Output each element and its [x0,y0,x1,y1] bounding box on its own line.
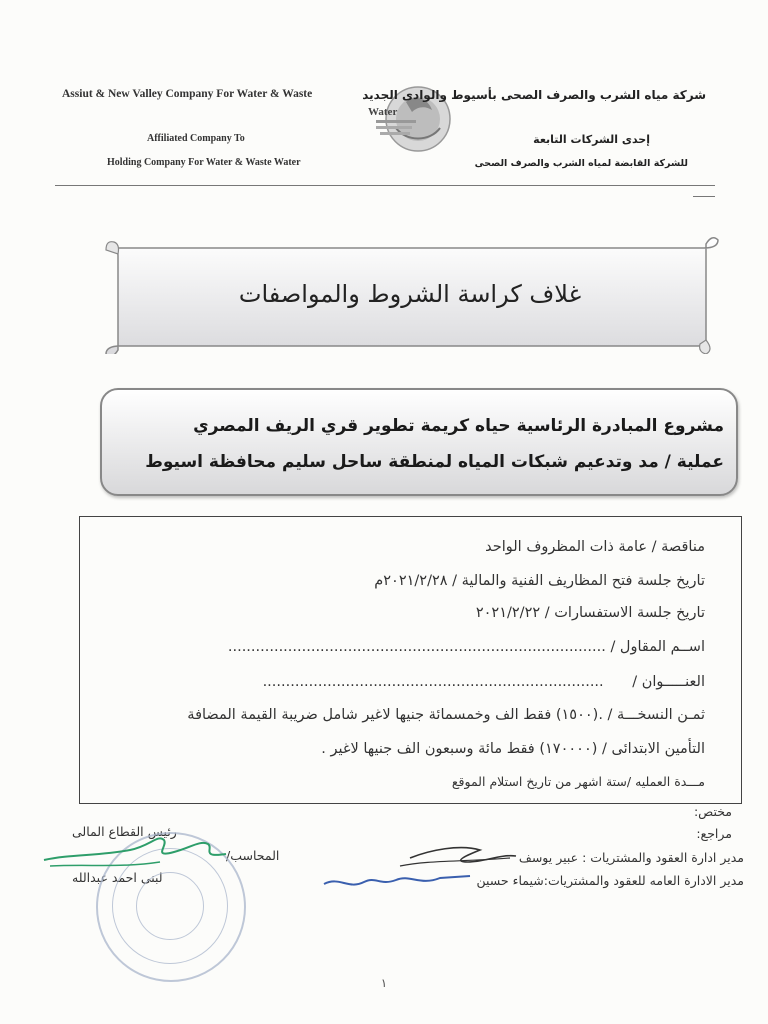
logo-text: Water [368,106,398,118]
inquiry-date: تاريخ جلسة الاستفسارات / ٢٠٢١/٢/٢٢ [475,605,705,621]
manager-signatures [320,840,520,896]
tender-type: مناقصة / عامة ذات المظروف الواحد [485,539,705,555]
company-name-ar: شركة مياه الشرب والصرف الصحى بأسيوط والوادى الجديد [362,88,706,102]
company-name-en: Assiut & New Valley Company For Water & Waste [62,88,313,100]
page-title: غلاف كراسة الشروط والمواصفات [238,280,582,308]
holding-company-en: Holding Company For Water & Waste Water [107,157,301,168]
general-manager: مدير الادارة العامه للعقود والمشتريات:شيماء حسين [476,873,744,888]
project-duration: مـــدة العمليه /ستة اشهر من تاريخ استلام الموقع [451,774,705,789]
finance-signature [40,826,260,878]
contractor-name-row [228,639,705,655]
opening-date: تاريخ جلسة فتح المظاريف الفنية والمالية / ٢٠٢١/٢/٢٨م [374,573,705,589]
project-line-2: عملية / مد وتدعيم شبكات المياه لمنطقة ساحل سليم محافظة اسيوط [145,452,724,472]
affiliated-en: Affiliated Company To [147,133,245,144]
project-line-1: مشروع المبادرة الرئاسية حياه كريمة تطوير قري الريف المصري [193,416,724,436]
project-banner [100,388,738,496]
header-divider-short [693,196,715,197]
finance-head: رئيس القطاع المالى [72,824,177,839]
copy-price: ثمـن النسخـــة / .(١٥٠٠) فقط الف وخمسمائة جنيها لاغير شامل ضريبة القيمة المضافة [187,707,705,723]
initial-insurance: التأمين الابتدائى / (١٧٠٠٠٠) فقط مائة وسبعون الف جنيها لاغير . [321,741,705,757]
accountant-label: المحاسب/ [226,848,280,863]
accountant-name: لبنى احمد عبدالله [72,870,163,885]
holding-company-ar: للشركة القابضة لمياه الشرب والصرف الصحى [474,158,688,169]
contractor-label: اســم المقاول / [610,639,705,655]
affiliated-ar: إحدى الشركات التابعة [533,133,650,146]
address-field[interactable]: .......................................................................... [262,674,604,690]
contracts-manager: مدير ادارة العقود والمشتريات : عبير يوسف [518,850,744,865]
address-label: العنـــــوان / [632,674,705,690]
contractor-field[interactable]: .................................................................................. [227,639,606,655]
specialist-label: مختص: [693,804,732,819]
reviewer-label: مراجع: [696,826,732,841]
header-divider [55,185,715,186]
address-row [263,674,705,690]
tender-details-box [79,516,742,804]
title-scroll [100,236,720,354]
page-number: ١ [380,976,388,990]
